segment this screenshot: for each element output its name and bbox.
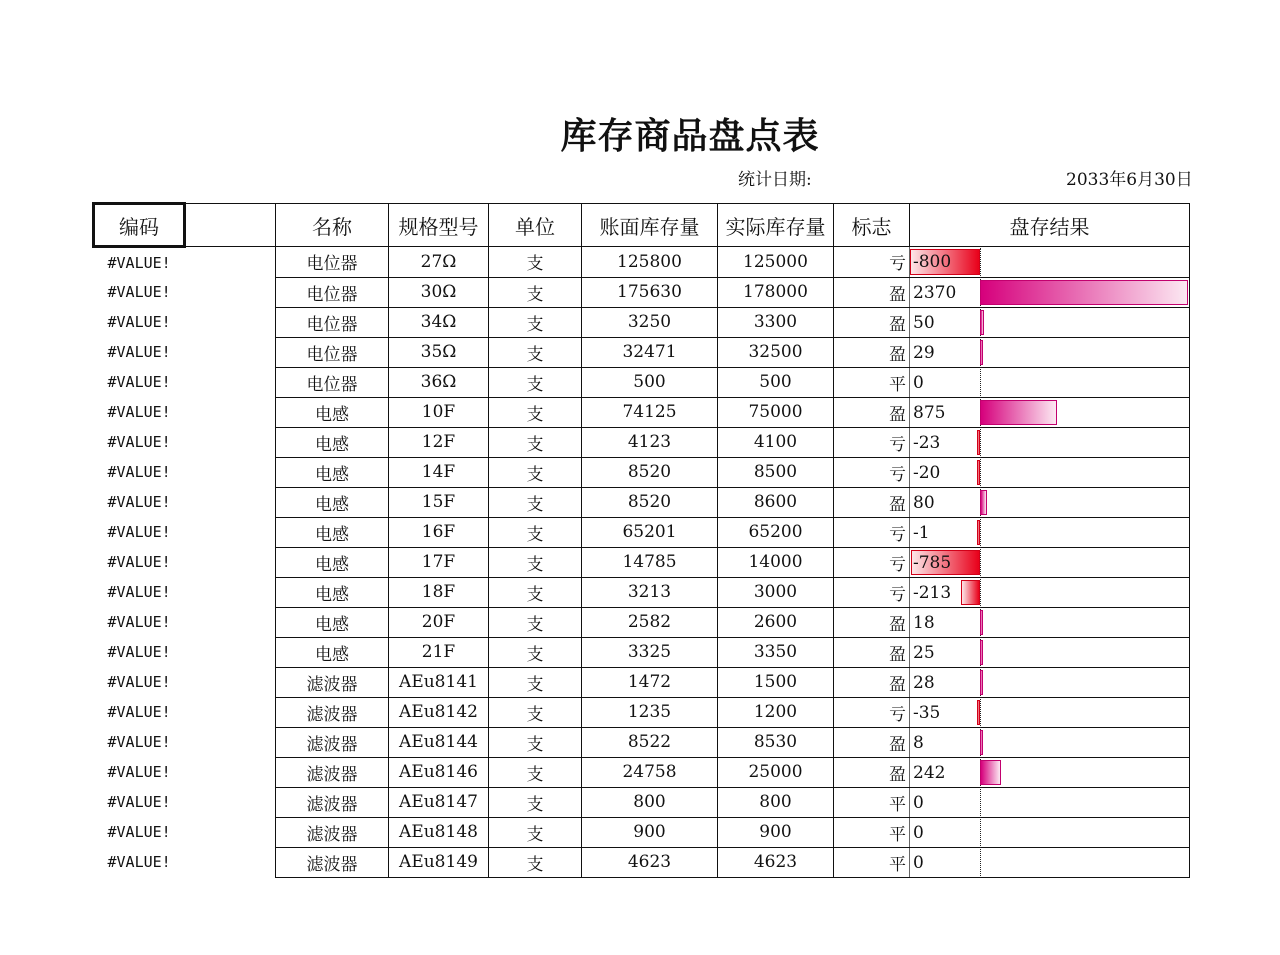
result-value: 875: [913, 402, 946, 423]
flag-cell[interactable]: 盈: [834, 667, 910, 697]
book-qty-cell[interactable]: 125800: [582, 247, 718, 278]
actual-qty-cell[interactable]: 8530: [718, 727, 834, 757]
table-row: [94, 757, 1190, 787]
name-cell[interactable]: 电感: [276, 517, 389, 547]
result-value: 0: [913, 792, 924, 813]
actual-qty-cell[interactable]: 25000: [718, 757, 834, 787]
name-cell[interactable]: 滤波器: [276, 757, 389, 787]
result-value: 242: [913, 762, 946, 783]
unit-cell[interactable]: 支: [489, 487, 582, 517]
spec-cell[interactable]: AEu8146: [389, 757, 489, 787]
flag-cell[interactable]: 盈: [834, 277, 910, 307]
result-cell[interactable]: [910, 367, 1190, 397]
code-cell[interactable]: #VALUE!: [107, 763, 171, 781]
result-cell[interactable]: [910, 427, 1190, 457]
book-qty-cell[interactable]: 4123: [582, 427, 718, 457]
data-bar-axis: [980, 248, 981, 276]
code-cell[interactable]: #VALUE!: [107, 583, 171, 601]
blank-cell[interactable]: [185, 307, 276, 337]
data-bar-axis: [980, 579, 981, 606]
blank-cell[interactable]: [185, 847, 276, 877]
code-cell[interactable]: #VALUE!: [107, 433, 171, 451]
book-qty-cell[interactable]: 8520: [582, 487, 718, 517]
header-book-qty-cell[interactable]: 账面库存量: [582, 204, 718, 247]
book-qty-cell[interactable]: 500: [582, 367, 718, 397]
table-row: [94, 787, 1190, 817]
table-row: [94, 517, 1190, 547]
code-cell[interactable]: #VALUE!: [107, 283, 171, 301]
header-flag-cell[interactable]: 标志: [834, 204, 910, 247]
blank-cell[interactable]: [185, 427, 276, 457]
code-cell[interactable]: #VALUE!: [107, 463, 171, 481]
actual-qty-cell[interactable]: 3300: [718, 307, 834, 337]
table-row: [94, 277, 1190, 307]
blank-cell[interactable]: [185, 277, 276, 307]
blank-cell[interactable]: [185, 337, 276, 367]
result-cell[interactable]: [910, 247, 1190, 278]
unit-cell[interactable]: 支: [489, 817, 582, 847]
actual-qty-cell[interactable]: 75000: [718, 397, 834, 427]
flag-cell[interactable]: 亏: [834, 517, 910, 547]
actual-qty-cell[interactable]: 500: [718, 367, 834, 397]
table-row: [94, 427, 1190, 457]
spec-cell[interactable]: 18F: [389, 577, 489, 607]
actual-qty-cell[interactable]: 178000: [718, 277, 834, 307]
book-qty-cell[interactable]: 74125: [582, 397, 718, 427]
table-row: [94, 307, 1190, 337]
blank-cell[interactable]: [185, 547, 276, 577]
result-cell[interactable]: [910, 487, 1190, 517]
result-value: -800: [913, 252, 952, 272]
data-bar-axis: [980, 369, 981, 396]
unit-cell[interactable]: 支: [489, 757, 582, 787]
actual-qty-cell[interactable]: 3350: [718, 637, 834, 667]
surplus-data-bar: [980, 760, 1001, 785]
unit-cell[interactable]: 支: [489, 667, 582, 697]
book-qty-cell[interactable]: 65201: [582, 517, 718, 547]
table-row: [94, 727, 1190, 757]
code-cell[interactable]: #VALUE!: [107, 733, 171, 751]
unit-cell[interactable]: 支: [489, 277, 582, 307]
result-value: -785: [913, 552, 952, 573]
data-bar-axis: [980, 549, 981, 576]
result-value: -213: [913, 582, 952, 603]
unit-cell[interactable]: 支: [489, 637, 582, 667]
blank-cell[interactable]: [185, 517, 276, 547]
name-cell[interactable]: 电感: [276, 487, 389, 517]
data-bar-axis: [980, 429, 981, 456]
surplus-data-bar: [980, 640, 983, 665]
spec-cell[interactable]: 36Ω: [389, 367, 489, 397]
result-value: 25: [913, 642, 935, 663]
actual-qty-cell[interactable]: 8600: [718, 487, 834, 517]
unit-cell[interactable]: 支: [489, 307, 582, 337]
surplus-data-bar: [980, 310, 984, 335]
result-value: -20: [913, 462, 941, 483]
book-qty-cell[interactable]: 3250: [582, 307, 718, 337]
result-value: 0: [913, 822, 924, 843]
actual-qty-cell[interactable]: 2600: [718, 607, 834, 637]
unit-cell[interactable]: 支: [489, 607, 582, 637]
result-cell[interactable]: [910, 817, 1190, 847]
book-qty-cell[interactable]: 14785: [582, 547, 718, 577]
blank-cell[interactable]: [185, 817, 276, 847]
blank-cell[interactable]: [185, 577, 276, 607]
unit-cell[interactable]: 支: [489, 847, 582, 877]
flag-cell[interactable]: 亏: [834, 577, 910, 607]
blank-cell[interactable]: [185, 367, 276, 397]
blank-cell[interactable]: [185, 787, 276, 817]
book-qty-cell[interactable]: 32471: [582, 337, 718, 367]
result-cell[interactable]: [910, 727, 1190, 757]
result-cell[interactable]: [910, 457, 1190, 487]
flag-cell[interactable]: 平: [834, 817, 910, 847]
unit-cell[interactable]: 支: [489, 427, 582, 457]
result-value: 2370: [913, 282, 957, 303]
code-cell[interactable]: #VALUE!: [107, 523, 171, 541]
spec-cell[interactable]: AEu8147: [389, 787, 489, 817]
flag-cell[interactable]: 盈: [834, 307, 910, 337]
result-cell[interactable]: [910, 667, 1190, 697]
code-cell[interactable]: #VALUE!: [107, 823, 171, 841]
blank-cell[interactable]: [185, 247, 276, 278]
result-cell[interactable]: [910, 787, 1190, 817]
flag-cell[interactable]: 盈: [834, 607, 910, 637]
sheet-title: 库存商品盘点表: [560, 115, 820, 157]
flag-cell[interactable]: 平: [834, 847, 910, 877]
table-row: [94, 577, 1190, 607]
name-cell[interactable]: 滤波器: [276, 727, 389, 757]
code-cell[interactable]: #VALUE!: [107, 313, 171, 331]
data-bar-axis: [980, 519, 981, 546]
name-cell[interactable]: 电感: [276, 397, 389, 427]
flag-cell[interactable]: 亏: [834, 457, 910, 487]
date-value[interactable]: 2033年6月30日: [1066, 170, 1193, 190]
code-cell[interactable]: #VALUE!: [107, 403, 171, 421]
table-row: [94, 337, 1190, 367]
result-value: 50: [913, 312, 935, 333]
unit-cell[interactable]: 支: [489, 247, 582, 278]
flag-cell[interactable]: 盈: [834, 337, 910, 367]
book-qty-cell[interactable]: 3325: [582, 637, 718, 667]
flag-cell[interactable]: 盈: [834, 727, 910, 757]
spec-cell[interactable]: 10F: [389, 397, 489, 427]
flag-cell[interactable]: 平: [834, 367, 910, 397]
flag-cell[interactable]: 盈: [834, 637, 910, 667]
table-row: [94, 367, 1190, 397]
table-row: [94, 817, 1190, 847]
flag-cell[interactable]: 盈: [834, 397, 910, 427]
actual-qty-cell[interactable]: 125000: [718, 247, 834, 278]
result-cell[interactable]: [910, 607, 1190, 637]
book-qty-cell[interactable]: 3213: [582, 577, 718, 607]
flag-cell[interactable]: 盈: [834, 487, 910, 517]
flag-cell[interactable]: 亏: [834, 247, 910, 278]
name-cell[interactable]: 滤波器: [276, 817, 389, 847]
header-row: [94, 204, 1190, 247]
result-cell[interactable]: [910, 397, 1190, 427]
blank-cell[interactable]: [185, 457, 276, 487]
spec-cell[interactable]: 35Ω: [389, 337, 489, 367]
name-cell[interactable]: 电感: [276, 607, 389, 637]
blank-cell[interactable]: [185, 757, 276, 787]
blank-cell[interactable]: [185, 487, 276, 517]
spec-cell[interactable]: AEu8141: [389, 667, 489, 697]
date-label: 统计日期:: [738, 170, 812, 190]
code-cell[interactable]: #VALUE!: [107, 373, 171, 391]
spec-cell[interactable]: 12F: [389, 427, 489, 457]
header-code-cell[interactable]: 编码: [94, 204, 185, 247]
table-row: [94, 457, 1190, 487]
actual-qty-cell[interactable]: 65200: [718, 517, 834, 547]
spec-cell[interactable]: 16F: [389, 517, 489, 547]
name-cell[interactable]: 电感: [276, 547, 389, 577]
unit-cell[interactable]: 支: [489, 727, 582, 757]
name-cell[interactable]: 电感: [276, 427, 389, 457]
data-bar-axis: [980, 789, 981, 816]
result-value: 8: [913, 732, 924, 753]
result-cell[interactable]: [910, 757, 1190, 787]
header-name-cell[interactable]: 名称: [276, 204, 389, 247]
spec-cell[interactable]: 17F: [389, 547, 489, 577]
surplus-data-bar: [980, 280, 1188, 305]
unit-cell[interactable]: 支: [489, 577, 582, 607]
shortage-data-bar: [977, 430, 980, 455]
blank-cell[interactable]: [185, 637, 276, 667]
name-cell[interactable]: 电位器: [276, 247, 389, 278]
data-bar-axis: [980, 699, 981, 726]
book-qty-cell[interactable]: 175630: [582, 277, 718, 307]
shortage-data-bar: [977, 700, 980, 725]
blank-cell[interactable]: [185, 697, 276, 727]
blank-cell[interactable]: [185, 607, 276, 637]
name-cell[interactable]: 电感: [276, 457, 389, 487]
surplus-data-bar: [980, 730, 983, 755]
data-bar-axis: [980, 819, 981, 846]
surplus-data-bar: [980, 490, 987, 515]
unit-cell[interactable]: 支: [489, 457, 582, 487]
name-cell[interactable]: 滤波器: [276, 667, 389, 697]
inventory-table: [92, 202, 1190, 878]
book-qty-cell[interactable]: 800: [582, 787, 718, 817]
spec-cell[interactable]: 27Ω: [389, 247, 489, 278]
unit-cell[interactable]: 支: [489, 397, 582, 427]
result-cell[interactable]: [910, 577, 1190, 607]
result-cell[interactable]: [910, 547, 1190, 577]
result-cell[interactable]: [910, 277, 1190, 307]
result-value: 18: [913, 612, 935, 633]
result-value: 28: [913, 672, 935, 693]
result-value: 29: [913, 342, 935, 363]
actual-qty-cell[interactable]: 800: [718, 787, 834, 817]
unit-cell[interactable]: 支: [489, 517, 582, 547]
spec-cell[interactable]: AEu8148: [389, 817, 489, 847]
result-value: 0: [913, 372, 924, 393]
surplus-data-bar: [980, 400, 1057, 425]
code-cell[interactable]: #VALUE!: [107, 493, 171, 511]
table-row: [94, 637, 1190, 667]
table-row: [94, 397, 1190, 427]
shortage-data-bar: [961, 580, 980, 605]
header-actual-qty-cell[interactable]: 实际库存量: [718, 204, 834, 247]
name-cell[interactable]: 电感: [276, 577, 389, 607]
result-cell[interactable]: [910, 517, 1190, 547]
shortage-data-bar: [977, 520, 980, 545]
spec-cell[interactable]: AEu8142: [389, 697, 489, 727]
blank-cell[interactable]: [185, 397, 276, 427]
flag-cell[interactable]: 亏: [834, 427, 910, 457]
blank-cell[interactable]: [185, 727, 276, 757]
code-cell[interactable]: #VALUE!: [107, 703, 171, 721]
table-row: [94, 667, 1190, 697]
unit-cell[interactable]: 支: [489, 367, 582, 397]
result-value: -23: [913, 432, 941, 453]
result-cell[interactable]: [910, 337, 1190, 367]
name-cell[interactable]: 电位器: [276, 277, 389, 307]
surplus-data-bar: [980, 610, 983, 635]
shortage-data-bar: [977, 460, 980, 485]
code-cell[interactable]: #VALUE!: [107, 553, 171, 571]
code-cell[interactable]: #VALUE!: [107, 673, 171, 691]
data-bar-axis: [980, 849, 981, 876]
blank-cell[interactable]: [185, 667, 276, 697]
unit-cell[interactable]: 支: [489, 697, 582, 727]
unit-cell[interactable]: 支: [489, 337, 582, 367]
actual-qty-cell[interactable]: 4100: [718, 427, 834, 457]
header-spec-cell[interactable]: 规格型号: [389, 204, 489, 247]
table-row: [94, 487, 1190, 517]
surplus-data-bar: [980, 340, 983, 365]
spec-cell[interactable]: 30Ω: [389, 277, 489, 307]
book-qty-cell[interactable]: 4623: [582, 847, 718, 877]
book-qty-cell[interactable]: 900: [582, 817, 718, 847]
name-cell[interactable]: 电位器: [276, 307, 389, 337]
flag-cell[interactable]: 盈: [834, 757, 910, 787]
spec-cell[interactable]: 21F: [389, 637, 489, 667]
actual-qty-cell[interactable]: 1500: [718, 667, 834, 697]
book-qty-cell[interactable]: 2582: [582, 607, 718, 637]
code-cell[interactable]: #VALUE!: [107, 643, 171, 661]
book-qty-cell[interactable]: 1472: [582, 667, 718, 697]
flag-cell[interactable]: 亏: [834, 697, 910, 727]
spec-cell[interactable]: 15F: [389, 487, 489, 517]
surplus-data-bar: [980, 670, 983, 695]
actual-qty-cell[interactable]: 900: [718, 817, 834, 847]
name-cell[interactable]: 滤波器: [276, 787, 389, 817]
code-cell[interactable]: #VALUE!: [107, 853, 171, 871]
code-cell[interactable]: #VALUE!: [107, 613, 171, 631]
header-blank-cell[interactable]: [185, 204, 276, 247]
actual-qty-cell[interactable]: 32500: [718, 337, 834, 367]
book-qty-cell[interactable]: 1235: [582, 697, 718, 727]
table-row: [94, 547, 1190, 577]
result-value: -1: [913, 522, 930, 543]
flag-cell[interactable]: 亏: [834, 547, 910, 577]
name-cell[interactable]: 电感: [276, 637, 389, 667]
actual-qty-cell[interactable]: 14000: [718, 547, 834, 577]
header-result-cell[interactable]: 盘存结果: [910, 204, 1190, 247]
actual-qty-cell[interactable]: 8500: [718, 457, 834, 487]
spec-cell[interactable]: 14F: [389, 457, 489, 487]
name-cell[interactable]: 滤波器: [276, 697, 389, 727]
code-cell[interactable]: #VALUE!: [107, 253, 171, 272]
unit-cell[interactable]: 支: [489, 547, 582, 577]
result-cell[interactable]: [910, 637, 1190, 667]
result-cell[interactable]: [910, 847, 1190, 877]
table-row: [94, 697, 1190, 727]
spec-cell[interactable]: 34Ω: [389, 307, 489, 337]
unit-cell[interactable]: 支: [489, 787, 582, 817]
spec-cell[interactable]: AEu8149: [389, 847, 489, 877]
name-cell[interactable]: 电位器: [276, 337, 389, 367]
name-cell[interactable]: 滤波器: [276, 847, 389, 877]
result-cell[interactable]: [910, 307, 1190, 337]
table-row: [94, 247, 1190, 278]
actual-qty-cell[interactable]: 4623: [718, 847, 834, 877]
flag-cell[interactable]: 平: [834, 787, 910, 817]
code-cell[interactable]: #VALUE!: [107, 343, 171, 361]
spec-cell[interactable]: AEu8144: [389, 727, 489, 757]
spec-cell[interactable]: 20F: [389, 607, 489, 637]
code-cell[interactable]: #VALUE!: [107, 793, 171, 811]
data-bar-axis: [980, 459, 981, 486]
name-cell[interactable]: 电位器: [276, 367, 389, 397]
book-qty-cell[interactable]: 24758: [582, 757, 718, 787]
book-qty-cell[interactable]: 8520: [582, 457, 718, 487]
table-row: [94, 847, 1190, 877]
result-value: -35: [913, 702, 941, 723]
actual-qty-cell[interactable]: 3000: [718, 577, 834, 607]
actual-qty-cell[interactable]: 1200: [718, 697, 834, 727]
result-value: 0: [913, 852, 924, 873]
header-unit-cell[interactable]: 单位: [489, 204, 582, 247]
result-value: 80: [913, 492, 935, 513]
book-qty-cell[interactable]: 8522: [582, 727, 718, 757]
table-row: [94, 607, 1190, 637]
result-cell[interactable]: [910, 697, 1190, 727]
